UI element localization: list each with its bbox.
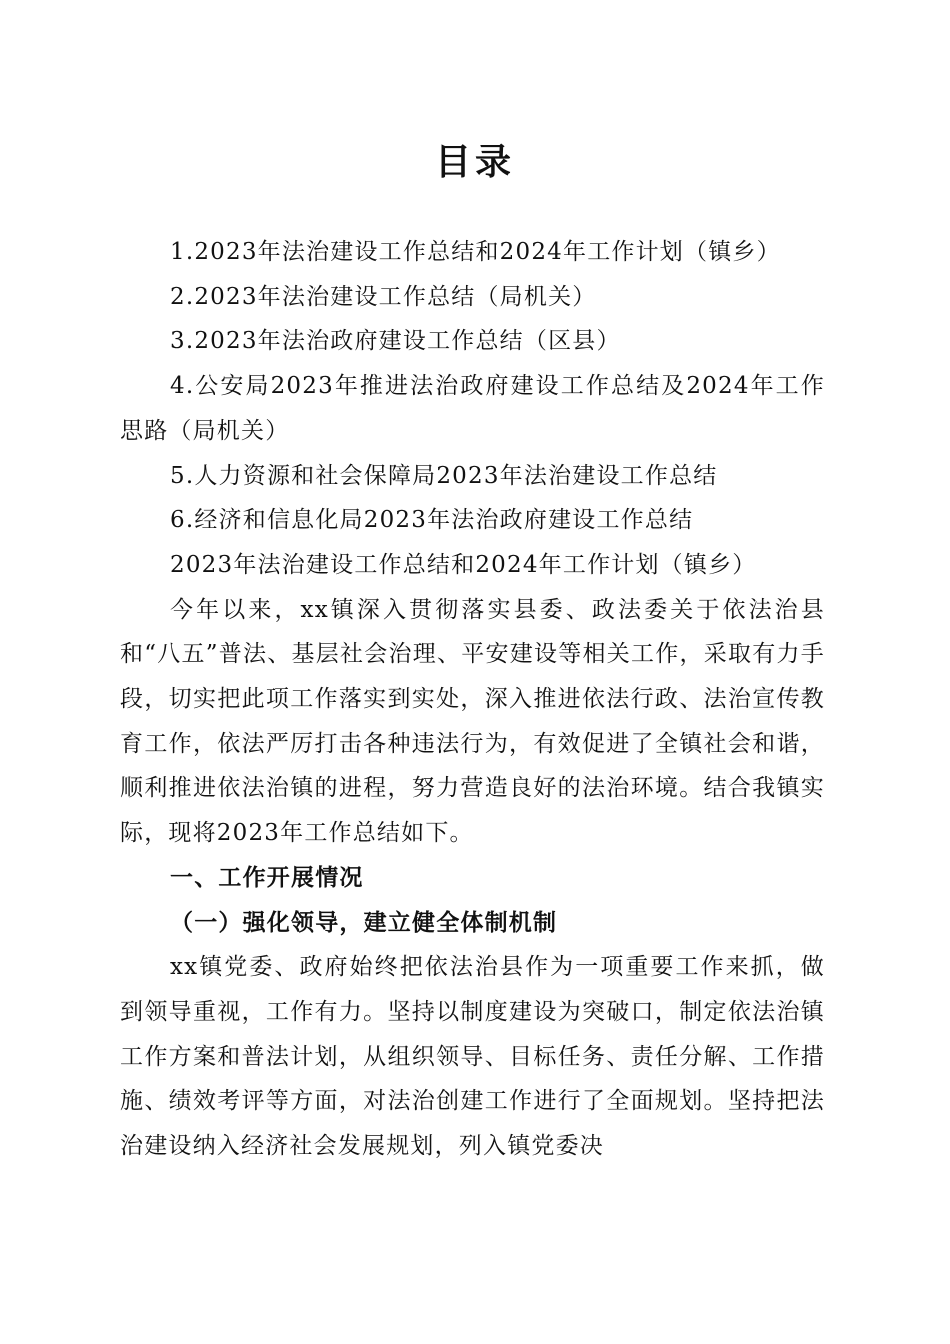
section-heading: 一、工作开展情况 <box>170 864 364 891</box>
page-title: 目录 <box>434 141 515 183</box>
document-body <box>120 230 825 1169</box>
toc-item-5: 5.人力资源和社会保障局2023年法治建设工作总结 <box>170 462 718 489</box>
body-paragraph: xx镇党委、政府始终把依法治县作为一项重要工作来抓，做到领导重视，工作有力。坚持以制度建设为突破口，制定依法治镇工作方案和普法计划，从组织领导、目标任务、责任分解、工作措施、绩效考评等方面，对法治创建工作进行了全面规划。坚持把法治建设纳入经济社会发展规划，列入镇党委决 <box>120 954 825 1160</box>
toc-item-3: 3.2023年法治政府建设工作总结（区县） <box>170 328 621 355</box>
toc-item-4: 4.公安局2023年推进法治政府建设工作总结及2024年工作思路（局机关） <box>120 373 825 444</box>
toc-item-6: 6.经济和信息化局2023年法治政府建设工作总结 <box>170 507 694 534</box>
article-title: 2023年法治建设工作总结和2024年工作计划（镇乡） <box>170 551 757 578</box>
toc-item-2: 2.2023年法治建设工作总结（局机关） <box>170 283 597 310</box>
intro-paragraph: 今年以来，xx镇深入贯彻落实县委、政法委关于依法治县和“八五”普法、基层社会治理、平安建设等相关工作，采取有力手段，切实把此项工作落实到实处，深入推进依法行政、法治宣传教育工作，依法严厉打击各种违法行为，有效促进了全镇社会和谐，顺利推进依法治镇的进程，努力营造良好的法治环境。结合我镇实际，现将2023年工作总结如下。 <box>120 596 825 847</box>
subsection-heading: （一）强化领导，建立健全体制机制 <box>170 908 558 936</box>
toc-item-1: 1.2023年法治建设工作总结和2024年工作计划（镇乡） <box>170 239 781 265</box>
